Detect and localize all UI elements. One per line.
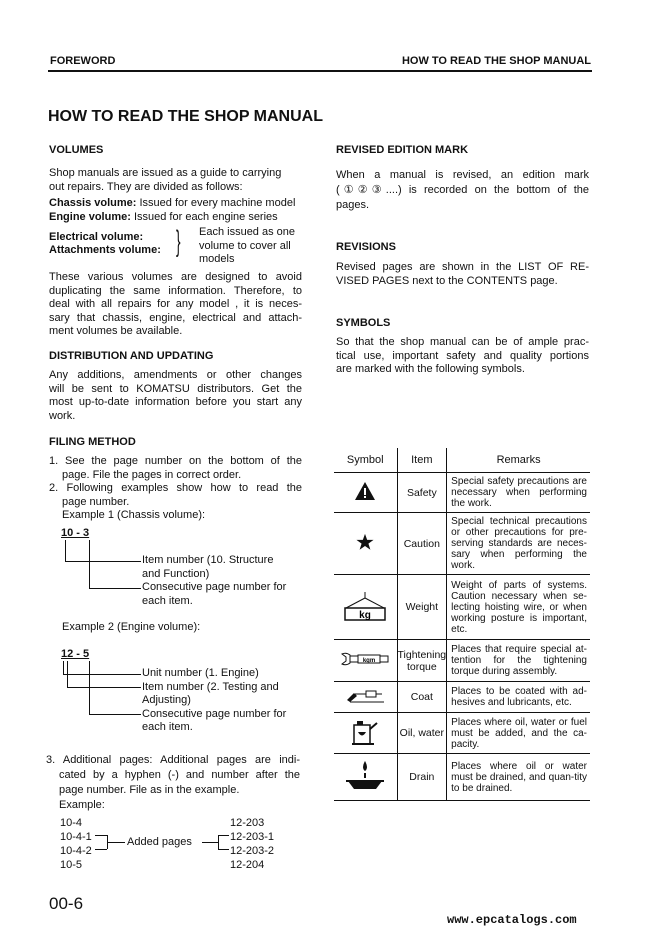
kgm-wrench-icon: [340, 651, 390, 667]
page-number: 12-203-1: [230, 831, 275, 843]
symbol-cell: [334, 754, 397, 801]
attachments-volume-text: Attachments volume:: [49, 244, 161, 256]
table-header-row: [334, 448, 590, 473]
engine-volume-line: [49, 211, 302, 225]
paragraph-line: are marked with the following symbols.: [336, 363, 525, 375]
leader-line: [65, 561, 141, 562]
page-title: HOW TO READ THE SHOP MANUAL: [48, 108, 323, 125]
volumes-paragraph: [49, 271, 302, 339]
brace-note: [199, 226, 295, 267]
example-label: Example:: [59, 799, 105, 811]
revised-heading: REVISED EDITION MARK: [336, 144, 469, 156]
page-number: 10-4: [60, 817, 83, 829]
volumes-section: [49, 144, 302, 224]
symbol-cell: [334, 513, 397, 575]
example2-code: 12 - 5: [61, 648, 90, 660]
brace-note-line: Each issued as one: [199, 226, 296, 238]
example-text: each item.: [142, 594, 193, 607]
paragraph-line: So that the shop manual can be of ample prac-: [336, 336, 589, 348]
example1-item-number: [142, 554, 286, 608]
symbol-column-header: Symbol: [334, 448, 397, 473]
paragraph-line: Revised pages are shown in the LIST OF RE-: [336, 261, 589, 273]
filing-item-line: 1. See the page number on the bottom of the: [49, 455, 302, 467]
symbols-heading: SYMBOLS: [336, 317, 391, 329]
electrical-volume-text: Electrical volume:: [49, 231, 144, 243]
revisions-paragraph: [336, 261, 589, 288]
leader-line: [63, 674, 141, 675]
leader-line: [89, 540, 90, 588]
paragraph-line: pages.: [336, 199, 370, 211]
example-text: Item number (10. Structure: [142, 554, 274, 566]
leader-line: [65, 540, 66, 561]
bracket-line: [202, 842, 218, 843]
leader-line: [67, 661, 68, 687]
page-number: 12-203-2: [230, 845, 275, 857]
chassis-volume-line: [49, 197, 302, 211]
filing-item-line: page number.: [62, 495, 130, 508]
item-cell: Coat: [397, 682, 447, 713]
table-row: [334, 713, 590, 754]
kg-weight-icon: [342, 590, 388, 622]
filing-item-line: page number. File as in the example.: [59, 784, 240, 796]
leader-line: [89, 661, 90, 714]
page-number-footer: 00-6: [49, 894, 84, 913]
header-page-title: HOW TO READ THE SHOP MANUAL: [401, 55, 591, 67]
symbol-table: [334, 448, 590, 801]
example-text: each item.: [142, 721, 193, 733]
paragraph-line: Any additions, amendments or other changes: [49, 369, 302, 381]
kgm-label: kgm: [363, 658, 376, 664]
paragraph-line: These various volumes are designed to avoid: [49, 271, 302, 283]
additional-pages-item: [46, 753, 300, 813]
kg-label: kg: [359, 609, 372, 621]
remarks-column-header: Remarks: [447, 448, 590, 473]
distribution-heading: DISTRIBUTION AND UPDATING: [49, 350, 214, 362]
bracket-line: [218, 835, 229, 836]
remarks-cell: Places to be coated with ad-hesives and lubricants, etc.: [447, 682, 590, 713]
paragraph-line: deal with all repairs for any model , it is neces-: [49, 298, 302, 310]
item-cell: Weight: [397, 575, 447, 640]
item-column-header: Item: [397, 448, 447, 473]
page-number: 10-5: [60, 859, 83, 871]
symbol-cell: [334, 640, 397, 682]
remarks-cell: Places that require special at-tention for the tightening torque during assembly.: [447, 640, 590, 682]
paragraph-line: will be sent to KOMATSU distributors. Get the: [49, 382, 302, 395]
electrical-volume-label: [49, 231, 143, 245]
bracket-line: [95, 849, 107, 850]
volumes-intro: [49, 167, 302, 224]
star-icon: [356, 533, 374, 551]
leader-line: [67, 687, 141, 688]
remarks-cell: Weight of parts of systems. Caution necessary when se-lecting hoisting wire, or when working posture is important, etc.: [447, 575, 590, 640]
symbols-paragraph: [336, 336, 589, 377]
brace-icon: }: [176, 225, 181, 258]
left-page-list: [60, 816, 92, 872]
volumes-intro-line: out repairs. They are divided as follows:: [49, 180, 243, 193]
leader-line: [89, 588, 141, 589]
added-pages-label: Added pages: [127, 836, 192, 848]
table-row: [334, 682, 590, 713]
page-number: 10-4-1: [60, 831, 92, 843]
table-row: [334, 473, 590, 513]
volumes-intro-line: Shop manuals are issued as a guide to carrying: [49, 167, 282, 179]
bracket-line: [107, 842, 125, 843]
example-text: Item number (2. Testing and: [142, 680, 279, 693]
header-rule: [48, 70, 592, 72]
filing-item-line: 3. Additional pages: Additional pages are indi-: [46, 754, 300, 766]
coat-brush-icon: [344, 688, 386, 704]
chassis-volume-text: Issued for every machine model: [136, 197, 296, 209]
item-text: Tightening: [397, 648, 447, 661]
revisions-heading: REVISIONS: [336, 241, 396, 253]
table-row: [334, 575, 590, 640]
paragraph-line: work.: [49, 409, 76, 422]
item-text: torque: [406, 660, 437, 673]
watermark-link[interactable]: www.epcatalogs.com: [447, 913, 577, 927]
page-number: 10-4-2: [60, 845, 92, 857]
engine-volume-label: Engine volume:: [49, 210, 131, 223]
paragraph-line: duplicating the same information. Therefore, to: [49, 284, 302, 297]
remarks-cell: Places where oil, water or fuel must be added, and the ca-pacity.: [447, 713, 590, 754]
item-cell: Oil, water: [397, 713, 447, 754]
remarks-cell: Places where oil or water must be drained, and quan-tity to be drained.: [447, 754, 590, 801]
paragraph-line: VISED PAGES next to the CONTENTS page.: [336, 274, 558, 287]
revised-paragraph: [336, 168, 589, 213]
paragraph-line: ment volumes be available.: [49, 325, 183, 337]
example2-details: [142, 667, 286, 735]
distribution-paragraph: [49, 369, 302, 423]
paragraph-line: (①②③....) is recorded on the bottom of the: [336, 184, 589, 196]
item-cell: Safety: [397, 473, 447, 513]
filing-heading: FILING METHOD: [49, 436, 136, 448]
item-cell: Caution: [397, 513, 447, 575]
symbol-cell: [334, 682, 397, 713]
oil-can-icon: [350, 717, 380, 747]
volumes-heading: VOLUMES: [49, 144, 104, 156]
chassis-volume-label: Chassis volume:: [49, 197, 137, 209]
table-row: [334, 640, 590, 682]
filing-item-line: page. File the pages in correct order.: [62, 468, 242, 481]
example-label: Example 1 (Chassis volume):: [62, 509, 206, 521]
bracket-line: [95, 835, 107, 836]
paragraph-line: When a manual is revised, an edition mark: [336, 169, 589, 181]
table-row: [334, 754, 590, 801]
paragraph-line: tical use, important safety and quality portions: [336, 349, 589, 362]
example-text: Consecutive page number for: [142, 581, 287, 593]
bracket-line: [218, 835, 219, 849]
page-number: 12-203: [230, 817, 265, 829]
attachments-volume-label: [49, 244, 161, 258]
header-section-label: FOREWORD: [50, 55, 116, 67]
warning-triangle-icon: [354, 481, 376, 501]
remarks-cell: Special technical precautions or other precautions for pre-serving standards are neces-sary when performing the work.: [447, 513, 590, 575]
filing-items: [49, 455, 302, 523]
example-text: Adjusting): [142, 694, 191, 706]
leader-line: [63, 661, 64, 674]
remarks-cell: Special safety precautions are necessary when performing the work.: [447, 473, 590, 513]
item-cell: Drain: [397, 754, 447, 801]
leader-line: [89, 714, 141, 715]
item-cell: [397, 640, 447, 682]
filing-item-line: 2. Following examples show how to read the: [49, 482, 302, 494]
symbol-cell: [334, 713, 397, 754]
engine-volume-text: Issued for each engine series: [130, 210, 278, 223]
paragraph-line: most up-to-date information before you start any: [49, 396, 302, 408]
symbol-cell: [334, 473, 397, 513]
symbol-cell: [334, 575, 397, 640]
example1-code: 10 - 3: [61, 527, 90, 539]
page-number: 12-204: [230, 859, 265, 871]
right-page-list: [230, 816, 274, 872]
example2-label: Example 2 (Engine volume):: [62, 621, 201, 633]
paragraph-line: sary that chassis, engine, electrical and attach-: [49, 311, 302, 324]
drain-drop-icon: [344, 759, 386, 793]
example-text: Consecutive page number for: [142, 707, 287, 720]
brace-note-line: models: [199, 253, 235, 265]
bracket-line: [218, 849, 229, 850]
example-text: Unit number (1. Engine): [142, 667, 259, 679]
table-row: [334, 513, 590, 575]
example-text: and Function): [142, 567, 210, 580]
brace-note-line: volume to cover all: [199, 239, 291, 252]
filing-item-line: cated by a hyphen (-) and number after the: [59, 769, 300, 781]
